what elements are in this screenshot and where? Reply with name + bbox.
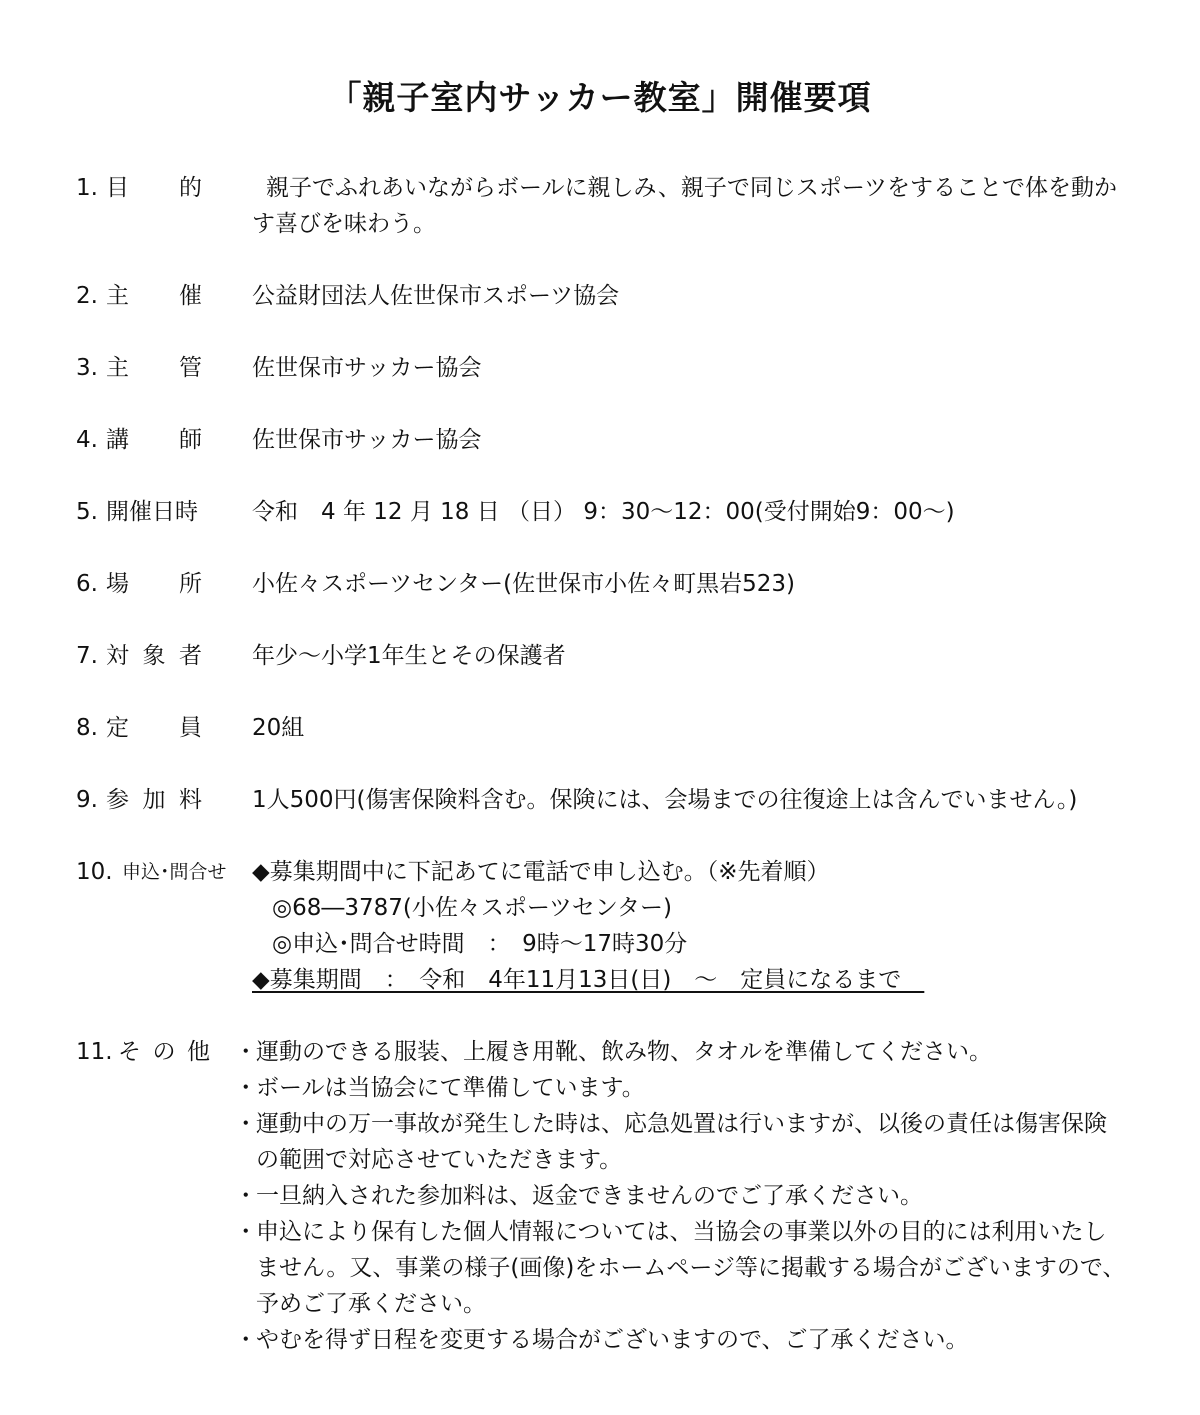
application-period: ◆募集期間 ： 令和 4年11月13日(日) ～ 定員になるまで [252,967,925,993]
item-value: 親子でふれあいながらボールに親しみ、親子で同じスポーツをすることで体を動か す喜びを味わう。 [252,175,1117,237]
bullet-icon: ･ [240,1327,252,1353]
item-label: 講 師 [106,427,202,453]
item-value [252,854,924,998]
item-value: 年少～小学1年生とその保護者 [252,643,566,669]
item-label: 開催日時 [106,499,198,525]
bullet-icon: ･ [240,1075,252,1101]
application-method: ◆募集期間中に下記あてに電話で申し込む。（※先着順） [252,859,830,885]
item-value: 公益財団法人佐世保市スポーツ協会 [252,283,620,309]
item-label: 対 象 者 [106,643,202,669]
item-number: 7. [76,643,98,669]
item-number: 11. [76,1039,113,1065]
list-item: ･ やむを得ず日程を変更する場合がございますので、ご了承ください。 [240,1322,1140,1358]
item-label: 主 催 [106,283,202,309]
item-number: 1. [76,175,98,201]
item-label: 申込･問合せ [122,861,227,883]
item-label: 主 管 [106,355,202,381]
list-item: ･ 申込により保有した個人情報については、当協会の事業以外の目的には利用いたし ません。又、事業の様子(画像)をホームページ等に掲載する場合がございますので、 予めご了承ください。 [240,1214,1140,1322]
item-number: 9. [76,787,98,813]
bullet-icon: ･ [240,1039,252,1065]
item-label: そ の 他 [118,1039,210,1065]
item-label: 場 所 [106,571,202,597]
item-number: 5. [76,499,98,525]
item-number: 8. [76,715,98,741]
item-number: 4. [76,427,98,453]
bullet-icon: ･ [240,1183,252,1209]
list-item: ･ 一旦納入された参加料は、返金できませんのでご了承ください。 [240,1178,1140,1214]
item-value: 佐世保市サッカー協会 [252,355,482,381]
notes-list [240,1034,1140,1358]
item-number: 3. [76,355,98,381]
bullet-icon: ･ [240,1111,252,1137]
item-label: 目 的 [106,175,202,201]
contact-phone: ◎68―3787(小佐々スポーツセンター) [272,895,672,921]
item-value: 小佐々スポーツセンター(佐世保市小佐々町黒岩523) [252,571,796,597]
list-item: ･ ボールは当協会にて準備しています。 [240,1070,1140,1106]
item-value: 20組 [252,715,305,741]
item-value: 1人500円(傷害保険料含む。保険には、会場までの往復途上は含んでいません。) [252,787,1078,813]
list-item: ･ 運動中の万一事故が発生した時は、応急処置は行いますが、以後の責任は傷害保険 の範囲で対応させていただきます。 [240,1106,1140,1178]
item-value: 令和 4 年 12 月 18 日 （日） 9：30～12：00(受付開始9：00～) [252,499,955,525]
list-item: ･ 運動のできる服装、上履き用靴、飲み物、タオルを準備してください。 [240,1034,1140,1070]
document-title: 「親子室内サッカー教室」開催要項 [328,78,872,117]
item-value: 佐世保市サッカー協会 [252,427,482,453]
item-number: 10. [76,859,113,885]
contact-hours: ◎申込･問合せ時間 ： 9時～17時30分 [272,931,688,957]
item-number: 6. [76,571,98,597]
item-label: 定 員 [106,715,202,741]
bullet-icon: ･ [240,1219,252,1245]
item-label: 参 加 料 [106,787,202,813]
item-number: 2. [76,283,98,309]
